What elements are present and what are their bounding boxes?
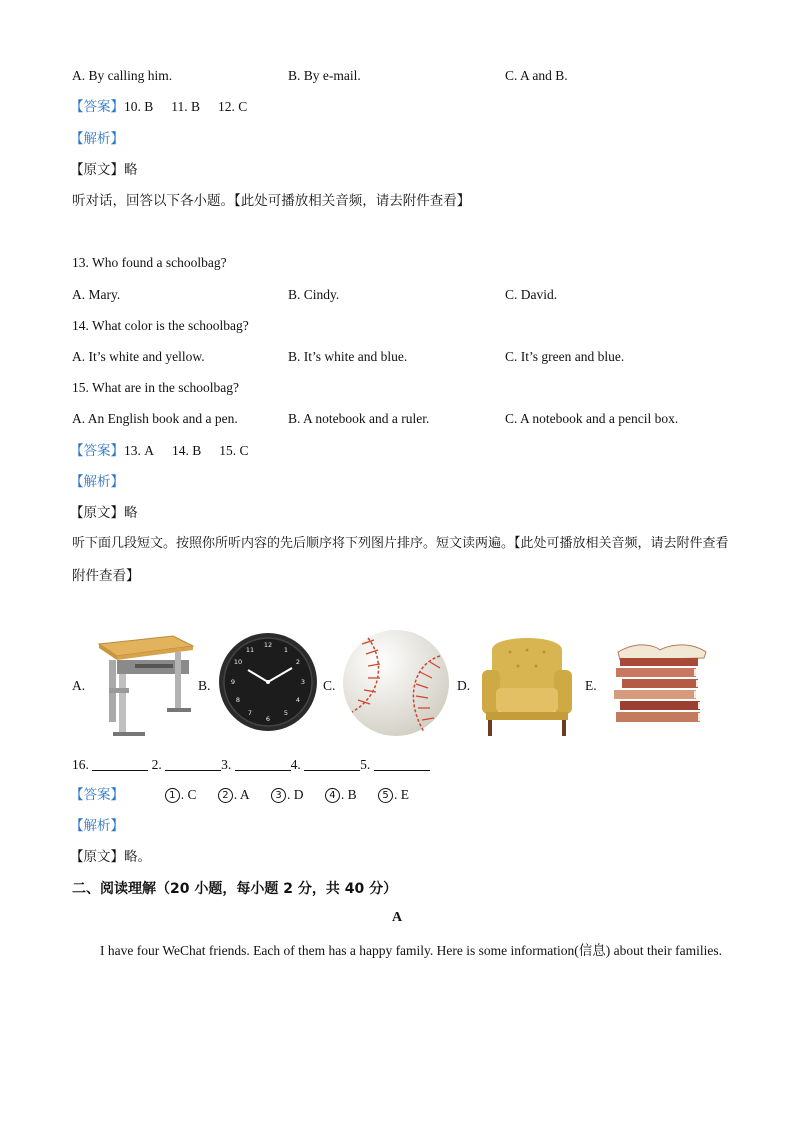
- answer-item: [165, 787, 197, 802]
- listening-instruction-2-cont: 附件查看】: [72, 568, 140, 584]
- listening-instruction-2: 听下面几段短文。按照你所听内容的先后顺序将下列图片排序。短文读两遍。【此处可播放相关音频，请去附件查看: [72, 536, 729, 551]
- passage-paragraph: I have four WeChat friends. Each of them has a happy family. Here is some information(信息) about their families.: [100, 943, 722, 958]
- blank-number: 4.: [290, 757, 301, 772]
- answer-item: 15. C: [219, 443, 249, 458]
- desk-picture: [95, 632, 195, 740]
- q12-option-a: A. By calling him.: [72, 68, 173, 83]
- original-text-2: [70, 504, 138, 522]
- answer-item: [378, 787, 409, 802]
- svg-text:1: 1: [283, 646, 289, 654]
- answer-value: . C: [180, 787, 197, 802]
- original-content: 略。: [124, 849, 151, 865]
- answer-item: [218, 787, 250, 802]
- question-15: 15. What are in the schoolbag?: [72, 380, 239, 395]
- blank-number: 2.: [151, 757, 162, 772]
- answer-tag: 【答案】: [70, 443, 124, 459]
- answer-blank-2[interactable]: [165, 758, 221, 771]
- q13-option-c: C. David.: [505, 287, 558, 302]
- q14-option-a: A. It’s white and yellow.: [72, 349, 205, 364]
- svg-text:3: 3: [300, 678, 306, 686]
- blank-number: 16.: [72, 757, 89, 772]
- answer-value: . B: [340, 787, 357, 802]
- question-13: 13. Who found a schoolbag?: [72, 255, 227, 270]
- svg-text:8: 8: [235, 696, 241, 704]
- original-content: 略: [124, 505, 138, 521]
- circled-number: 2: [218, 788, 233, 803]
- blank-number: 5.: [360, 757, 371, 772]
- svg-text:9: 9: [230, 678, 236, 686]
- answer-block-1: [70, 98, 247, 116]
- q12-option-b: B. By e-mail.: [288, 68, 361, 83]
- circled-number: 1: [165, 788, 180, 803]
- svg-text:4: 4: [295, 696, 301, 704]
- circled-number: 3: [271, 788, 286, 803]
- circled-number: 5: [378, 788, 393, 803]
- answer-value: . D: [287, 787, 304, 802]
- picture-label-b: B.: [198, 678, 211, 693]
- q14-option-b: B. It’s white and blue.: [288, 349, 408, 364]
- svg-text:7: 7: [247, 709, 253, 717]
- original-tag: 【原文】: [70, 162, 124, 178]
- armchair-picture: [478, 630, 576, 740]
- q15-option-b: B. A notebook and a ruler.: [288, 411, 430, 426]
- answer-blank-4[interactable]: [304, 758, 360, 771]
- circled-number: 4: [325, 788, 340, 803]
- answer-item: 13. A: [124, 443, 154, 458]
- passage-heading: A: [391, 910, 403, 925]
- answer-tag: 【答案】: [70, 99, 124, 115]
- q12-option-c: C. A and B.: [505, 68, 568, 83]
- svg-text:6: 6: [265, 715, 271, 723]
- picture-label-a: A.: [72, 678, 86, 693]
- question-14: 14. What color is the schoolbag?: [72, 318, 249, 333]
- clock-picture: [218, 630, 318, 734]
- answer-item: 10. B: [124, 99, 154, 114]
- svg-text:11: 11: [245, 646, 255, 654]
- q13-option-b: B. Cindy.: [288, 287, 340, 302]
- svg-text:10: 10: [233, 658, 243, 666]
- picture-label-e: E.: [585, 678, 597, 693]
- answer-item: 12. C: [218, 99, 248, 114]
- answer-value: . E: [394, 787, 410, 802]
- analysis-tag: 【解析】: [70, 131, 124, 147]
- original-text-1: [70, 161, 138, 179]
- original-content: 略: [124, 162, 138, 178]
- question-16-blanks: [72, 756, 430, 774]
- answer-tag: 【答案】: [70, 787, 124, 803]
- picture-label-d: D.: [457, 678, 471, 693]
- original-tag: 【原文】: [70, 849, 124, 865]
- answer-block-3: [70, 786, 409, 804]
- original-text-3: [70, 848, 151, 866]
- svg-text:2: 2: [295, 658, 301, 666]
- baseball-picture: [340, 628, 452, 738]
- q14-option-c: C. It’s green and blue.: [505, 349, 625, 364]
- analysis-tag: 【解析】: [70, 474, 124, 490]
- q15-option-c: C. A notebook and a pencil box.: [505, 411, 679, 426]
- svg-text:12: 12: [263, 641, 273, 649]
- original-tag: 【原文】: [70, 505, 124, 521]
- q13-option-a: A. Mary.: [72, 287, 121, 302]
- answer-blank-5[interactable]: [374, 758, 430, 771]
- blank-number: 3.: [221, 757, 232, 772]
- section-title-reading: 二、阅读理解（20 小题，每小题 2 分，共 40 分）: [72, 881, 398, 897]
- answer-value: . A: [233, 787, 250, 802]
- books-picture: [608, 638, 710, 730]
- svg-text:5: 5: [283, 709, 289, 717]
- answer-item: 11. B: [171, 99, 201, 114]
- answer-block-2: [70, 442, 249, 460]
- q15-option-a: A. An English book and a pen.: [72, 411, 238, 426]
- answer-blank-3[interactable]: [235, 758, 291, 771]
- listening-instruction-1: 听对话，回答以下各小题。【此处可播放相关音频，请去附件查看】: [72, 193, 471, 209]
- picture-label-c: C.: [323, 678, 336, 693]
- answer-item: 14. B: [172, 443, 202, 458]
- analysis-tag: 【解析】: [70, 818, 124, 834]
- answer-item: [271, 787, 304, 802]
- answer-item: [325, 787, 357, 802]
- answer-blank-1[interactable]: [92, 758, 148, 771]
